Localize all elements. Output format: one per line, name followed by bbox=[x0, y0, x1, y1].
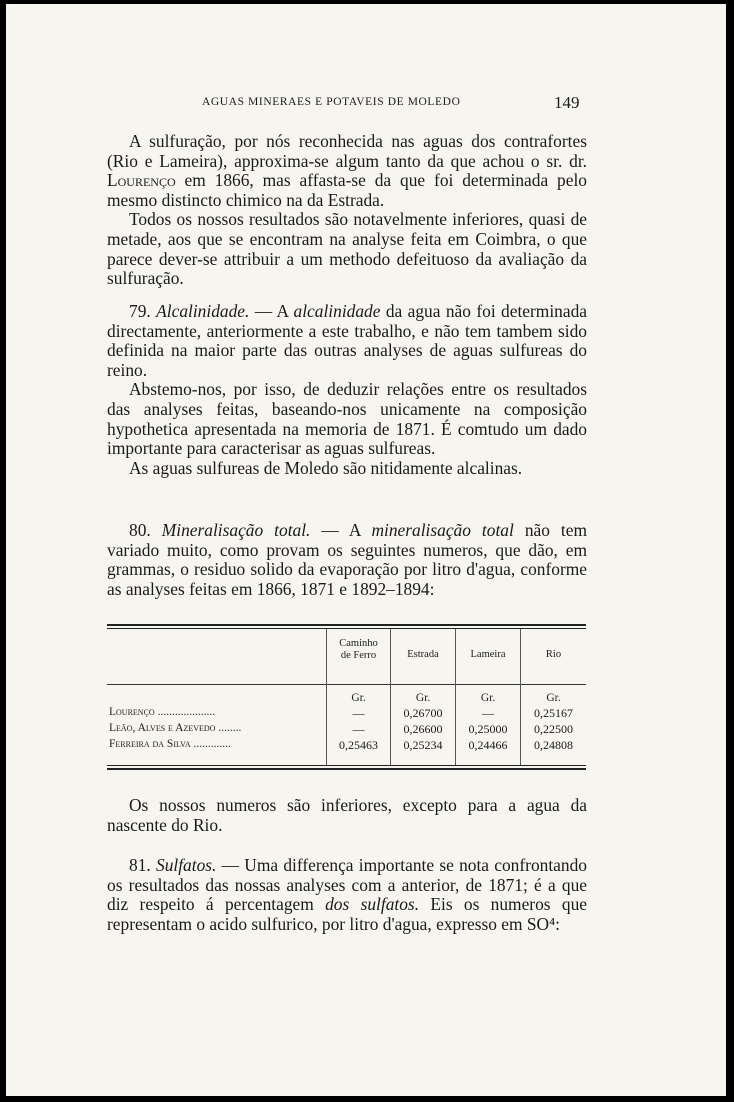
page-number: 149 bbox=[554, 93, 580, 112]
table-rule bbox=[107, 768, 586, 770]
unit-label: Gr. bbox=[546, 692, 561, 704]
table-cell: 0,26700 bbox=[403, 706, 443, 720]
paragraph: Todos os nossos resultados são notavelmente inferiores, quasi de metade, aos que se encontram na analyse feita em Coimbra, o que parece dever-se attribuir a um methodo defeituoso da avaliação da sulfuração. bbox=[107, 209, 587, 289]
table-rule bbox=[107, 765, 586, 766]
column-header-estrada: Estrada bbox=[407, 649, 439, 660]
table-cell: — bbox=[352, 706, 365, 720]
table-cell: — bbox=[352, 722, 365, 736]
header-line: Caminho bbox=[339, 638, 378, 649]
table-cell: 0,25000 bbox=[468, 722, 508, 736]
mineralisation-table bbox=[107, 624, 586, 770]
author-name: Lourenço bbox=[107, 170, 176, 191]
text: Uma differença importante se nota confrontando os resultados das nossas analyses com a anterior, de 1871; é a que diz respeito á percentagem bbox=[107, 855, 587, 915]
table-cell: 0,24466 bbox=[468, 738, 508, 752]
section-79-alcalinidade bbox=[107, 302, 587, 478]
section-80-mineralisacao bbox=[107, 521, 587, 599]
unit-label: Gr. bbox=[480, 692, 496, 704]
section-81-sulfatos bbox=[107, 856, 587, 934]
paragraph bbox=[107, 856, 587, 934]
table-cell: 0,25234 bbox=[403, 738, 443, 752]
paragraph: As aguas sulfureas de Moledo são nitidamente alcalinas. bbox=[129, 457, 523, 478]
column-header-lameira: Lameira bbox=[470, 649, 506, 660]
row-label: Ferreira da Silva ............. bbox=[109, 738, 231, 750]
text: — bbox=[216, 855, 245, 875]
text: não tem variado muito, como provam os seguintes numeros, que dão, em grammas, o residuo solido da evaporação por litro d'agua, conforme as analyses feitas em 1866, 1871 e 1892–1894: bbox=[107, 520, 587, 599]
book-page bbox=[6, 4, 726, 1096]
paragraph bbox=[107, 302, 587, 380]
section-title: Mineralisação total. bbox=[161, 520, 311, 540]
table-cell: 0,25463 bbox=[339, 738, 378, 752]
text: em 1866, mas affasta-se da que foi determinada pelo mesmo distincto chimico na da Estrada. bbox=[107, 170, 587, 210]
section-number: 81. bbox=[129, 855, 151, 875]
text: da agua não foi determinada directamente, anteriormente a este trabalho, e não tem tambem sido definida na maior parte das outras analyses de aguas sulfureas do reino. bbox=[107, 301, 587, 380]
text: Eis os numeros que representam o acido sulfurico, por litro d'agua, expresso em SO⁴: bbox=[107, 894, 587, 934]
column-header-rio: Rio bbox=[545, 649, 562, 660]
header-line: de Ferro bbox=[340, 650, 377, 661]
row-label: Lourenço .................... bbox=[109, 706, 216, 718]
table-rule bbox=[107, 624, 586, 626]
paragraph bbox=[107, 132, 587, 210]
paragraph bbox=[107, 521, 587, 599]
text: — A bbox=[310, 520, 372, 540]
table-cell: 0,25167 bbox=[534, 706, 573, 720]
term: mineralisação total bbox=[371, 520, 514, 540]
text: — A bbox=[249, 301, 294, 321]
term: alcalinidade bbox=[293, 301, 381, 321]
table-cell: 0,22500 bbox=[534, 722, 573, 736]
section-number: 80. bbox=[129, 520, 151, 540]
section-number: 79. bbox=[129, 301, 151, 321]
running-head: AGUAS MINERAES E POTAVEIS DE MOLEDO bbox=[202, 96, 461, 108]
term: dos sulfatos. bbox=[325, 894, 420, 915]
table-cell: — bbox=[482, 706, 494, 720]
row-label: Leão, Alves e Azevedo ........ bbox=[109, 722, 242, 734]
table-cell: 0,24808 bbox=[534, 738, 573, 752]
unit-label: Gr. bbox=[415, 692, 431, 704]
paragraph-sulfuracao bbox=[107, 132, 587, 289]
section-title: Alcalinidade. bbox=[156, 301, 250, 321]
paragraph: Os nossos numeros são inferiores, excepto para a agua da nascente do Rio. bbox=[107, 795, 587, 835]
column-header-caminho-de-ferro bbox=[327, 638, 390, 662]
table-rule bbox=[107, 684, 586, 685]
section-title: Sulfatos. bbox=[156, 855, 217, 875]
text: A sulfuração, por nós reconhecida nas aguas dos contrafortes (Rio e Lameira), approxima-se algum tanto da que achou o sr. dr. bbox=[107, 131, 587, 171]
paragraph: Abstemo-nos, por isso, de deduzir relações entre os resultados das analyses feitas, baseando-nos unicamente na composição hypothetica apresentada na memoria de 1871. É comtudo um dado importante para caracterisar as aguas sulfureas. bbox=[107, 379, 587, 459]
table-cell: 0,26600 bbox=[403, 722, 443, 736]
paragraph-inferiores bbox=[107, 796, 587, 835]
table-rule bbox=[107, 628, 586, 629]
page-header bbox=[6, 93, 726, 116]
unit-label: Gr. bbox=[351, 692, 366, 704]
